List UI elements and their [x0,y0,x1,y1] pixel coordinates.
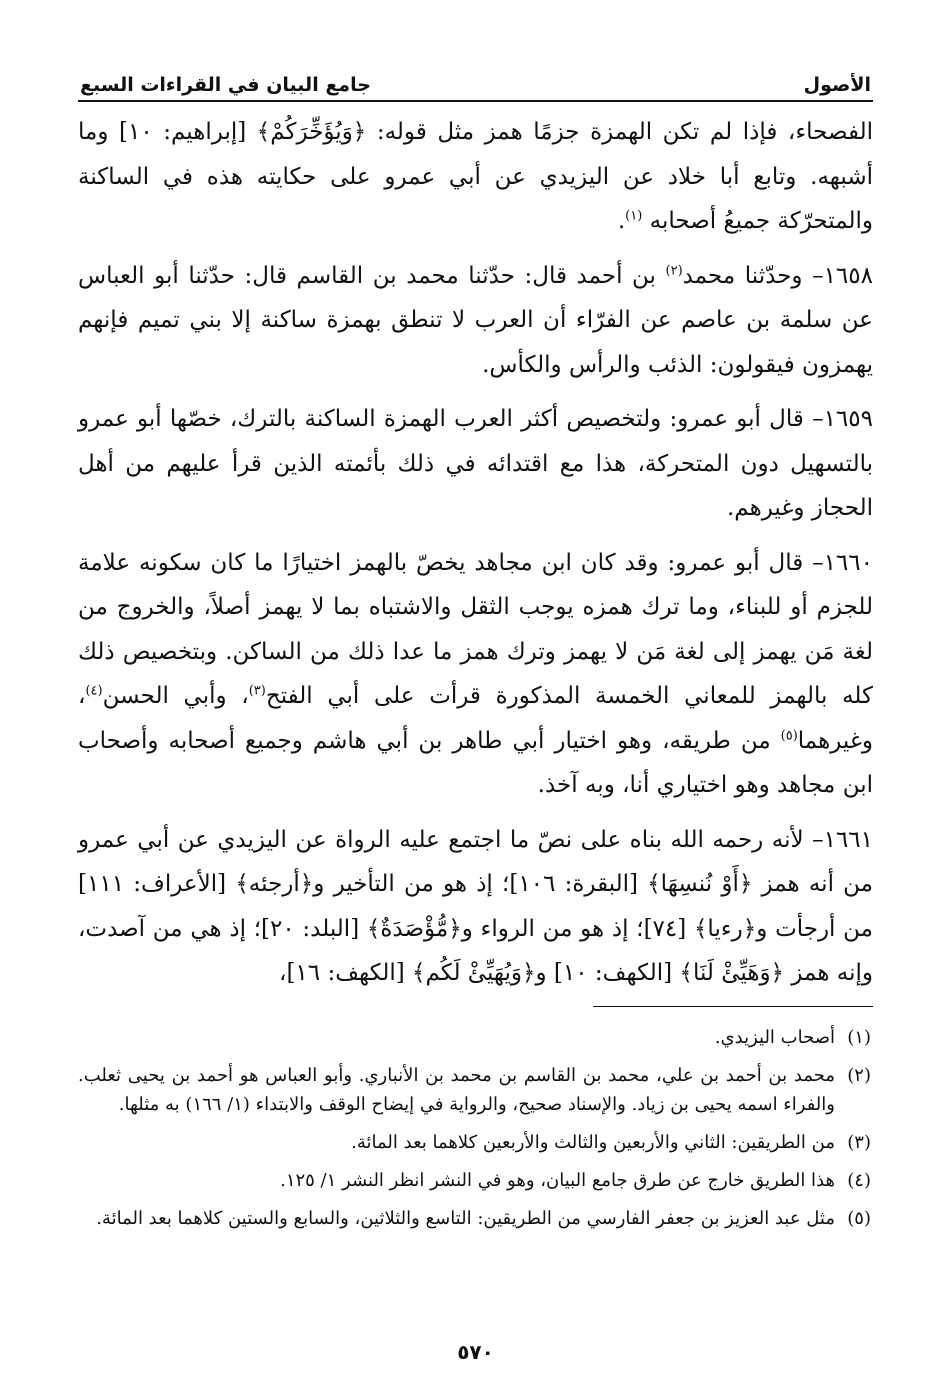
footnote [78,1061,873,1119]
footnote [78,1128,873,1157]
paragraph-1661: ١٦٦١– لأنه رحمه الله بناه على نصّ ما اجتمع عليه الرواة عن اليزيدي عن أبي عمرو من أنه همز ﴿أَوْ نُنسِهَا﴾ [البقرة: ١٠٦]؛ إذ هو من التأخير و﴿أرجئه﴾ [الأعراف: ١١١] من أرجأت و﴿رءيا﴾ [٧٤]؛ إذ هو من الرواء و﴿مُّؤْصَدَةٌ﴾ [البلد: ٢٠]؛ إذ هي من آصدت، وإنه همز ﴿وَهَيِّئْ لَنَا﴾ [الكهف: ١٠] و﴿وَيُهَيِّئْ لَكُم﴾ [الكهف: ١٦]، [78,826,873,986]
footnote-ref: (٤) [85,683,103,699]
paragraph-1659: ١٦٥٩– قال أبو عمرو: ولتخصيص أكثر العرب الهمزة الساكنة بالترك، خصّها أبو عمرو بالتسهيل دون المتحركة، هذا مع اقتدائه في ذلك بأئمته الذين قرأ عليهم من أهل الحجاز وغيرهم. [78,406,873,521]
footnotes [78,1023,873,1233]
footnote-number: (٤) [847,1169,871,1191]
running-header [78,56,873,102]
footnote-number: (١) [847,1026,871,1048]
footnote-ref: (٣) [248,683,266,699]
footnote-ref: (٥) [780,727,798,743]
footnote-text: أصحاب اليزيدي. [714,1026,835,1048]
page-number: ٥٧٠ [457,1340,494,1364]
footnote-text: محمد بن أحمد بن علي، محمد بن القاسم بن محمد بن الأنباري. وأبو العباس هو أحمد بن يحيى ثعلب. والفراء اسمه يحيى بن زياد. والإسناد صحيح، والرواية في إيضاح الوقف والابتداء (١/ ١٦٦) به مثلها. [78,1064,835,1115]
footnote [78,1023,873,1052]
footnote-number: (٣) [847,1131,871,1153]
footnote-text: مثل عبد العزيز بن جعفر الفارسي من الطريقين: التاسع والثلاثين، والسابع والستين كلاهما بعد المائة. [96,1207,835,1229]
footnote [78,1166,873,1195]
book-page [78,56,873,1242]
main-text [78,110,873,996]
footnote-text: من الطريقين: الثاني والأربعين والثالث والأربعين كلاهما بعد المائة. [351,1131,835,1153]
footnote [78,1204,873,1233]
footnote-ref: (٢) [665,262,683,278]
footnote-ref: (١) [625,208,643,224]
footnote-text: هذا الطريق خارج عن طرق جامع البيان، وهو في النشر انظر النشر ١/ ١٢٥. [280,1169,835,1191]
footnote-number: (٢) [847,1064,871,1086]
section-title: الأصول [803,74,871,96]
paragraph-1658: ١٦٥٨– وحدّثنا محمد$^{(٢)}$ بن أحمد قال: حدّثنا محمد بن القاسم قال: حدّثنا أبو العباس عن سلمة بن عاصم عن الفرّاء أن العرب لا تنطق بهمزة ساكنة إلا بني تميم فإنهم يهمزون فيقولون: الذئب والرأس والكأس. [78,262,873,378]
paragraph: الفصحاء، فإذا لم تكن الهمزة جزمًا همز مثل قوله: ﴿وَيُؤَخِّرَكُمْ﴾ [إبراهيم: ١٠] وما أشبهه. وتابع أبا خلاد عن اليزيدي عن أبي عمرو على حكايته هذه في الساكنة والمتحرّكة جميعُ أصحابه $^{(١)}$. [78,119,873,234]
book-title: جامع البيان في القراءات السبع [80,74,371,96]
footnote-number: (٥) [847,1207,871,1229]
footnote-divider [593,1006,873,1007]
paragraph-1660: ١٦٦٠– قال أبو عمرو: وقد كان ابن مجاهد يخصّ بالهمز اختيارًا ما كان سكونه علامة للجزم أو للبناء، وما ترك همزه يوجب الثقل والاشتباه بما لا يهمز أصلاً، والخروج من لغة مَن يهمز إلى لغة مَن لا يهمز وترك همز ما عدا ذلك من الساكن. وبتخصيص ذلك كله بالهمز للمعاني الخمسة المذكورة قرأت على أبي الفتح$^{(٣)}$، وأبي الحسن$^{(٤)}$، وغيرهما$^{(٥)}$ من طريقه، وهو اختيار أبي طاهر بن أبي هاشم وجميع أصحابه وأصحاب ابن مجاهد وهو اختياري أنا، وبه آخذ. [78,549,873,798]
